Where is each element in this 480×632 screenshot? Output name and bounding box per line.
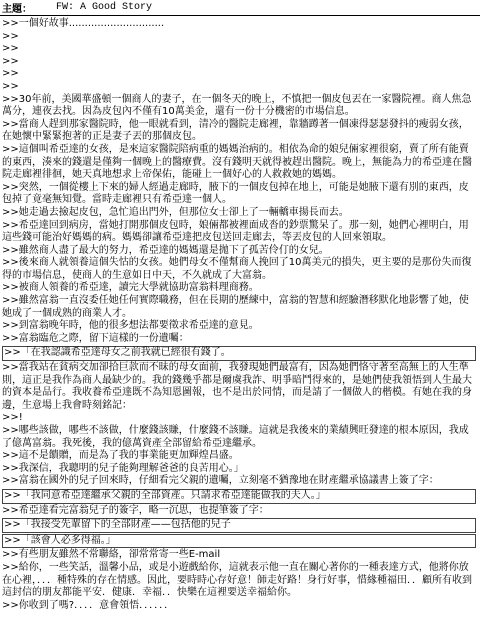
message-line: >>有些朋友雖然不常聯絡，卻常常寄一些E-mail — [2, 549, 221, 561]
message-line: >>當我站在貧病交加卻拾巨款而不昧的母女面前，我發現她們最富有，因為她們恪守著至高無上的人生準則，這正是我作為商人最缺少的。我的錢幾乎都是爾虞我詐、明爭暗鬥得來的，是她們使我領悟到人生最大的資本是品行。我收養希亞達既不為知恩圖報，也不是出於同情，而是請了一個做人的楷模。有她在我的身邊，生意場上我會時刻銘記： — [2, 362, 472, 411]
message-line: >>「我接受先輩留下的全部財產——包括他的兒子 — [2, 518, 476, 533]
subject-value: FW: A Good Story — [56, 2, 153, 13]
message-line: >>到富翁晚年時，他的很多想法都要徵求希亞達的意見。 — [2, 320, 259, 332]
message-line: >>哪些該做，哪些不該做，什麼錢該賺，什麼錢不該賺。這就是我後來的業績興旺發達的根本原因，我成了億萬富翁。我死後，我的億萬資產全部留給希亞達繼承。 — [2, 425, 469, 449]
message-line: >> — [2, 43, 19, 55]
message-line: >>當商人趕到那家醫院時，他一眼就看到，清冷的醫院走廊裡，靠牆蹲著一個凍得瑟瑟發抖的瘦弱女孩，在她懷中緊緊抱著的正是妻子丟的那個皮包。 — [2, 118, 469, 143]
header-divider — [0, 15, 480, 16]
message-line: >>富翁在國外的兒子回來時，仔細看完父親的遺囑，立刻毫不猶豫地在財產繼承協議書上簽了字： — [2, 475, 439, 487]
message-header — [0, 0, 480, 15]
message-line: >>30年前，美國華盛頓一個商人的妻子，在一個冬天的晚上，不慎把一個皮包丟在一家醫院裡。商人焦急萬分，連夜去找。因為皮包內不僅有10萬美金，還有一份十分機密的市場信息。 — [2, 93, 472, 118]
message-line: >> — [2, 30, 19, 42]
message-line: >>「在我認識希亞達母女之前我就已經很有錢了。 — [2, 346, 476, 361]
message-line: >>希亞達回到病房，當她打開那個皮包時，娘倆都被裡面成沓的鈔票驚呆了。那一刻，她們心裡明白，用這些錢可能治好媽媽的病。媽媽卻讓希亞達把皮包送回走廊去，等丟皮包的人回來領取。 — [2, 219, 469, 244]
message-line: >>給你，一些笑話，溫馨小品，或是小遊戲給你，這就表示他一直在關心著你的一種表達方式，他將你放在心裡，．．．種特殊的存在情感。因此，要時時心存好意！師走好路！身行好事，惜緣種福田．．顧所有收到這封信的朋友都能平安．健康．幸福．．快樂在這裡要送幸福給你。 — [2, 561, 472, 599]
subject-label: 主題： — [2, 4, 32, 15]
message-line: >>「該會人必多得福。」 — [2, 534, 476, 549]
message-line: >>希亞達看完富翁兒子的簽字，略一沉思，也提筆簽了字： — [2, 504, 269, 516]
message-line: >> — [2, 80, 19, 92]
message-line: >> — [2, 55, 19, 67]
message-line: >>我深信，我聰明的兒子能夠理解爸爸的良苦用心。」 — [2, 462, 244, 474]
message-line: >>突然，一個從樓上下來的婦人經過走廊時，腋下的一個皮包掉在地上，可能是她腋下還有別的東西，皮包掉了竟毫無知覺。當時走廊裡只有希亞達一個人。 — [2, 181, 469, 206]
message-line: >>這個叫希亞達的女孩，是來這家醫院陪病重的媽媽治病的。相依為命的娘兒倆家裡很窮，賣了所有能賣的東西，湊來的錢還是僅夠一個晚上的醫療費。沒有錢明天就得被趕出醫院。晚上，無能為力的希亞達在醫院走廊裡徘徊，她天真地想求上帝保佑，能碰上一個好心的人救救她的媽媽。 — [2, 143, 472, 181]
message-line: >> — [2, 68, 19, 80]
message-line: >>一個好故事.............................. — [2, 18, 165, 29]
message-line: >>雖然商人盡了最大的努力，希亞達的媽媽還是拋下了孤苦伶仃的女兒。 — [2, 244, 329, 256]
message-line: >>雖然富翁一直沒委任她任何實際職務，但在長期的歷練中，富翁的智慧和經驗潛移默化地影響了她，使她成了一個成熟的商業人才。 — [2, 295, 469, 319]
message-line: >>她走過去撿起皮包，急忙追出門外，但那位女士卻上了一輛轎車揚長而去。 — [2, 206, 349, 218]
message-body — [0, 18, 480, 612]
message-line: >>你收到了嗎?．．．．意會領悟．．．．．． — [2, 599, 175, 611]
message-line: >>富翁臨危之際，留下這樣的一份遺囑： — [2, 332, 189, 344]
message-line: >>! — [2, 412, 23, 424]
message-line: >>被商人領養的希亞達，讀完大學就協助富翁料理商務。 — [2, 282, 259, 294]
message-line: >>「我同意希亞達繼承父親的全部資產。只請求希亞達能做我的夫人。」 — [2, 489, 476, 504]
message-line: >>後來商人就領養這個失怙的女孩。她們母女不僅幫商人挽回了10萬美元的損失，更主要的是那份失而復得的市場信息，使商人的生意如日中天，不久就成了大富翁。 — [2, 257, 472, 281]
message-line: >>這不是饋贈，而是為了我的事業能更加輝煌昌盛。 — [2, 450, 239, 462]
